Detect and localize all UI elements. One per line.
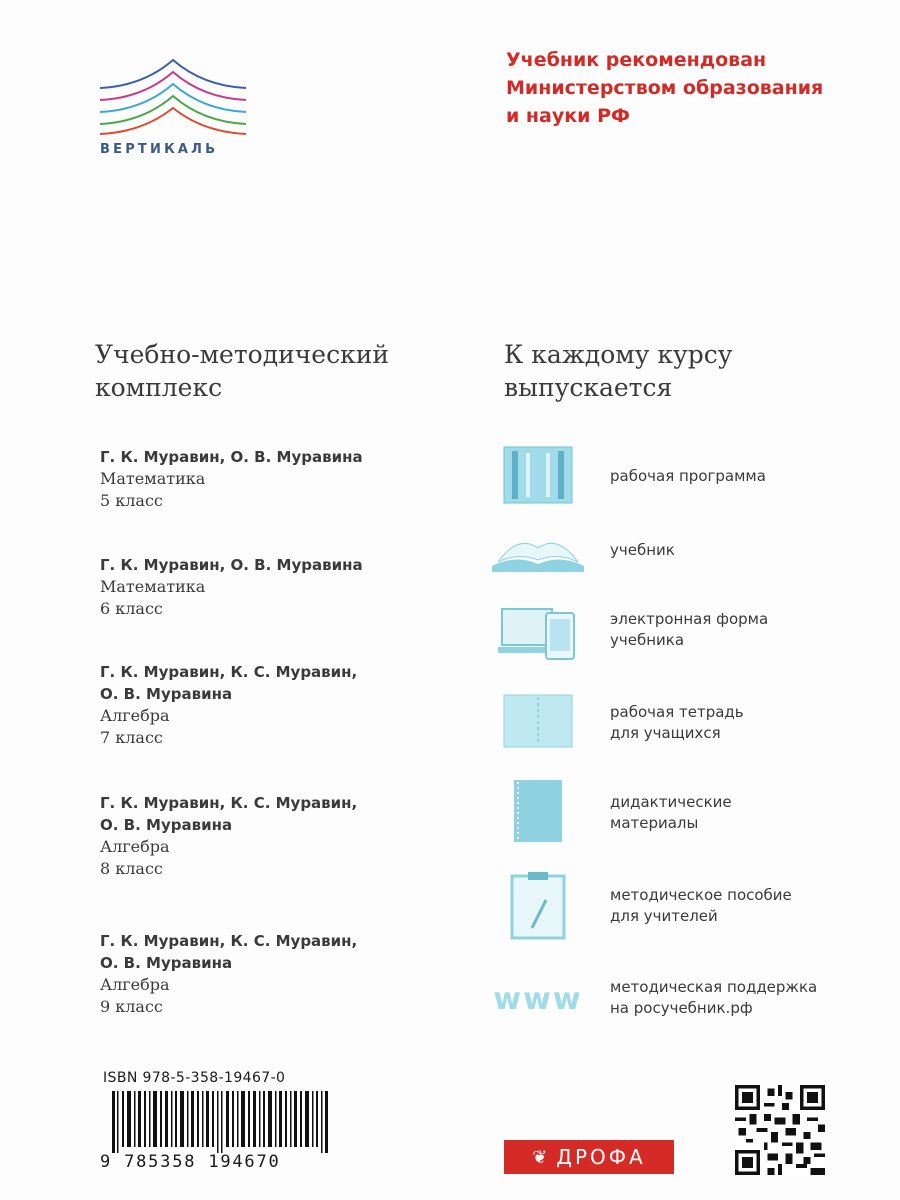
spiral-pad-icon	[488, 776, 588, 846]
resource-label: рабочая программа	[610, 467, 766, 485]
drofa-emblem-icon: ❦	[532, 1146, 551, 1168]
book-entry: Г. К. Муравин, О. В. Муравина Математика 5 класс	[100, 448, 363, 510]
resources-heading: К каждому курсу выпускается	[504, 340, 733, 402]
resource-label: дидактические материалы	[610, 793, 732, 832]
recommendation-line: Министерством образования	[506, 77, 824, 99]
resource-label: методическая поддержка на росучебник.рф	[610, 978, 818, 1017]
recommendation-line: Учебник рекомендован	[506, 49, 767, 71]
complex-heading: Учебно-методический комплекс	[95, 340, 390, 402]
qr-code-icon	[735, 1085, 825, 1175]
book-entry: Г. К. Муравин, О. В. Муравина Математика 6 класс	[100, 556, 363, 618]
vertikal-logo-icon	[98, 58, 248, 138]
resource-label: учебник	[610, 541, 675, 559]
barcode-digits: 9 785358 194670	[100, 1152, 281, 1172]
resource-label: электронная форма учебника	[610, 610, 769, 649]
recommendation-line: и науки РФ	[506, 105, 630, 127]
book-entry: Г. К. Муравин, К. С. Муравин, О. В. Муравина Алгебра 8 класс	[100, 794, 358, 878]
clipboard-icon	[488, 870, 588, 940]
book-entry: Г. К. Муравин, К. С. Муравин, О. В. Муравина Алгебра 9 класс	[100, 932, 358, 1016]
www-icon: www	[493, 981, 583, 1017]
open-book-icon	[488, 514, 588, 584]
resource-label: методическое пособие для учителей	[610, 886, 792, 925]
recommendation-text	[506, 46, 823, 130]
notebook-icon	[488, 686, 588, 756]
resource-label: рабочая тетрадь для учащихся	[610, 703, 744, 742]
barcode-icon	[112, 1091, 332, 1153]
devices-icon	[488, 598, 588, 668]
isbn-label: ISBN 978-5-358-19467-0	[103, 1070, 286, 1086]
logo-text: ВЕРТИКАЛЬ	[100, 142, 219, 157]
book-entry: Г. К. Муравин, К. С. Муравин, О. В. Муравина Алгебра 7 класс	[100, 663, 358, 747]
drofa-logo: ❦ ДРОФА	[504, 1140, 674, 1174]
binder-icon	[488, 440, 588, 510]
